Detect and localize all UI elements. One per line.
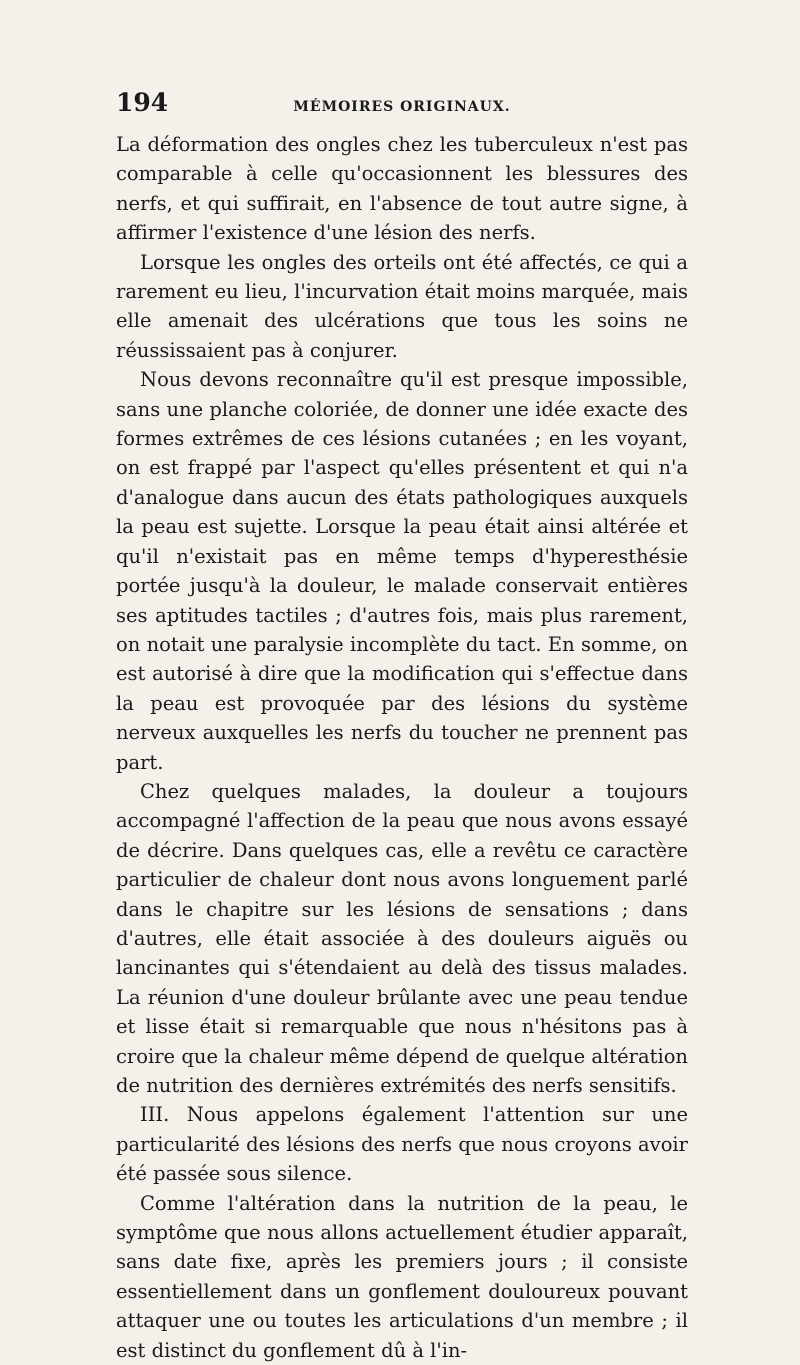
paragraph: Chez quelques malades, la douleur a toujours accompagné l'affection de la peau que nous avons essayé de décrire. Dans quelques cas, elle a revêtu ce caractère particulier de chaleur dont nous avons longuement parlé dans le chapitre sur les lésions de sensations ; dans d'autres, elle était associée à des douleurs aiguës ou lancinantes qui s'étendaient au delà des tissus malades. La réunion d'une douleur brûlante avec une peau tendue et lisse était si remarquable que nous n'hésitons pas à croire que la chaleur même dépend de quelque altération de nutrition des dernières extrémités des nerfs sensitifs. [116,779,688,1097]
paragraph: Lorsque les ongles des orteils ont été affectés, ce qui a rarement eu lieu, l'incurvation était moins marquée, mais elle amenait des ulcérations que tous les soins ne réussissaient pas à conjurer. [116,250,688,362]
page-number: 194 [116,88,169,117]
paragraph: Comme l'altération dans la nutrition de la peau, le symptôme que nous allons actuellement étudier apparaît, sans date fixe, après les premiers jours ; il consiste essentiellement dans un gonflement douloureux pouvant attaquer une ou toutes les articulations d'un membre ; il est distinct du gonflement dû à l'in- [116,1191,688,1362]
paragraph: Nous devons reconnaître qu'il est presque impossible, sans une planche coloriée, de donner une idée exacte des formes extrêmes de ces lésions cutanées ; en les voyant, on est frappé par l'aspect qu'elles présentent et qui n'a d'analogue dans aucun des états pathologiques auxquels la peau est sujette. Lorsque la peau était ainsi altérée et qu'il n'existait pas en même temps d'hyperesthésie portée jusqu'à la douleur, le malade conservait entières ses aptitudes tactiles ; d'autres fois, mais plus rarement, on notait une paralysie incomplète du tact. En somme, on est autorisé à dire que la modification qui s'effectue dans la peau est provoquée par des lésions du système nerveux auxquelles les nerfs du toucher ne prennent pas part. [116,368,688,774]
running-head [116,88,688,122]
body-text [116,130,688,1365]
running-title: MÉMOIRES ORIGINAUX. [293,99,511,115]
paragraph: III. Nous appelons également l'attention sur une particularité des lésions des nerfs que nous croyons avoir été passée sous silence. [116,1103,688,1186]
paragraph: La déformation des ongles chez les tuberculeux n'est pas comparable à celle qu'occasionnent les blessures des nerfs, et qui suffirait, en l'absence de tout autre signe, à affirmer l'existence d'une lésion des nerfs. [116,133,688,245]
